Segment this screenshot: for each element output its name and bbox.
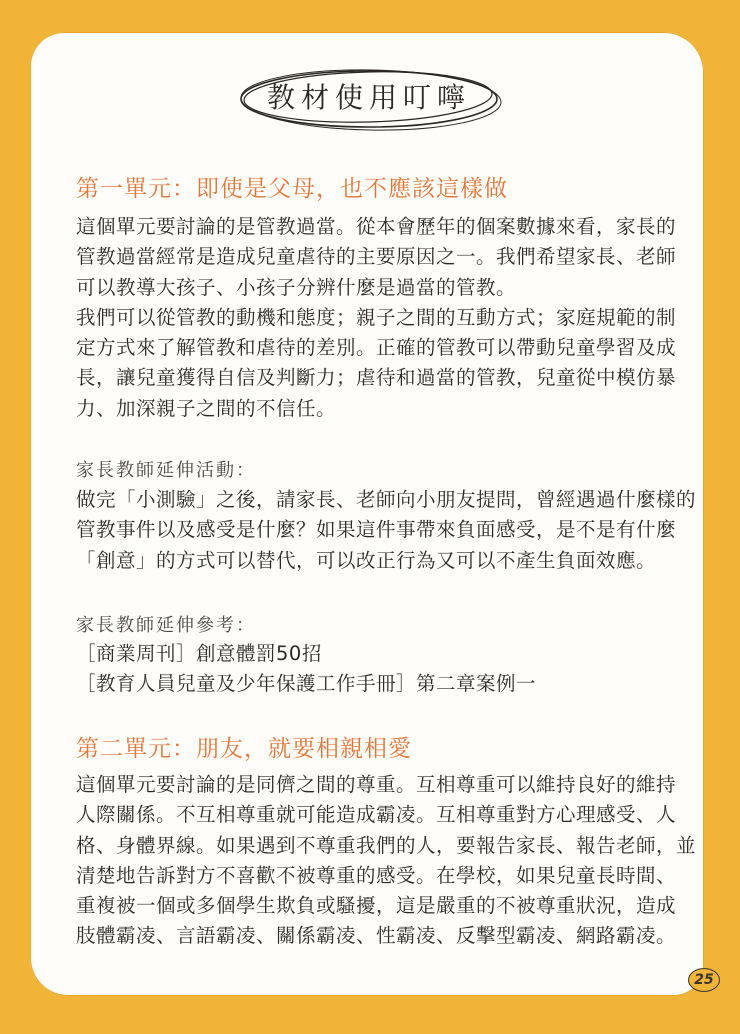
section-1-heading: 第一單元：即使是父母，也不應該這樣做 bbox=[76, 176, 508, 202]
text-line: 人際關係。不互相尊重就可能造成霸凌。互相尊重對方心理感受、人 bbox=[76, 803, 677, 827]
text-line: 這個單元要討論的是同儕之間的尊重。互相尊重可以維持良好的維持 bbox=[76, 773, 677, 796]
text-line: 做完「小測驗」之後，請家長、老師向小朋友提問，曾經遇過什麼樣的 bbox=[76, 488, 697, 511]
reference-item: ［商業周刊］創意體罰50招 bbox=[76, 642, 322, 665]
text-line: 這個單元要討論的是管教過當。從本會歷年的個案數據來看，家長的 bbox=[76, 215, 677, 238]
text-line: 我們可以從管教的動機和態度；親子之間的互動方式；家庭規範的制 bbox=[76, 305, 677, 329]
reference-label: 家長教師延伸參考： bbox=[76, 615, 256, 636]
text-line: 肢體霸凌、言語霸凌、關係霸凌、性霸凌、反擊型霸凌、網路霸凌。 bbox=[76, 924, 677, 948]
text-line: 定方式來了解管教和虐待的差別。正確的管教可以帶動兒童學習及成 bbox=[76, 336, 677, 360]
page-number: 25 bbox=[688, 968, 720, 992]
section-2-heading: 第二單元：朋友，就要相親相愛 bbox=[76, 736, 412, 762]
text-line: 長，讓兒童獲得自信及判斷力；虐待和過當的管教，兒童從中模仿暴 bbox=[76, 366, 677, 390]
reference-list bbox=[76, 639, 688, 700]
section-1-paragraph bbox=[76, 212, 688, 424]
text-line: 「創意」的方式可以替代，可以改正行為又可以不產生負面效應。 bbox=[76, 548, 657, 572]
text-line: 格、身體界線。如果遇到不尊重我們的人，要報告家長、報告老師，並 bbox=[76, 833, 697, 857]
activity-label: 家長教師延伸活動： bbox=[76, 460, 256, 481]
title-badge bbox=[234, 62, 504, 134]
activity-paragraph bbox=[76, 485, 697, 576]
text-line: 可以教導大孩子、小孩子分辨什麼是過當的管教。 bbox=[76, 275, 517, 299]
text-line: 力、加深親子之間的不信任。 bbox=[76, 396, 337, 420]
text-line: 清楚地告訴對方不喜歡不被尊重的感受。在學校，如果兒童長時間、 bbox=[76, 863, 677, 887]
text-line: 管教事件以及感受是什麼？如果這件事帶來負面感受，是不是有什麼 bbox=[76, 518, 677, 542]
text-line: 重複被一個或多個學生欺負或騷擾，這是嚴重的不被尊重狀況，造成 bbox=[76, 894, 677, 918]
section-2-paragraph bbox=[76, 770, 697, 952]
reference-item: ［教育人員兒童及少年保護工作手冊］第二章案例一 bbox=[76, 672, 537, 696]
text-line: 管教過當經常是造成兒童虐待的主要原因之一。我們希望家長、老師 bbox=[76, 245, 677, 269]
page-title: 教材使用叮嚀 bbox=[266, 81, 471, 114]
